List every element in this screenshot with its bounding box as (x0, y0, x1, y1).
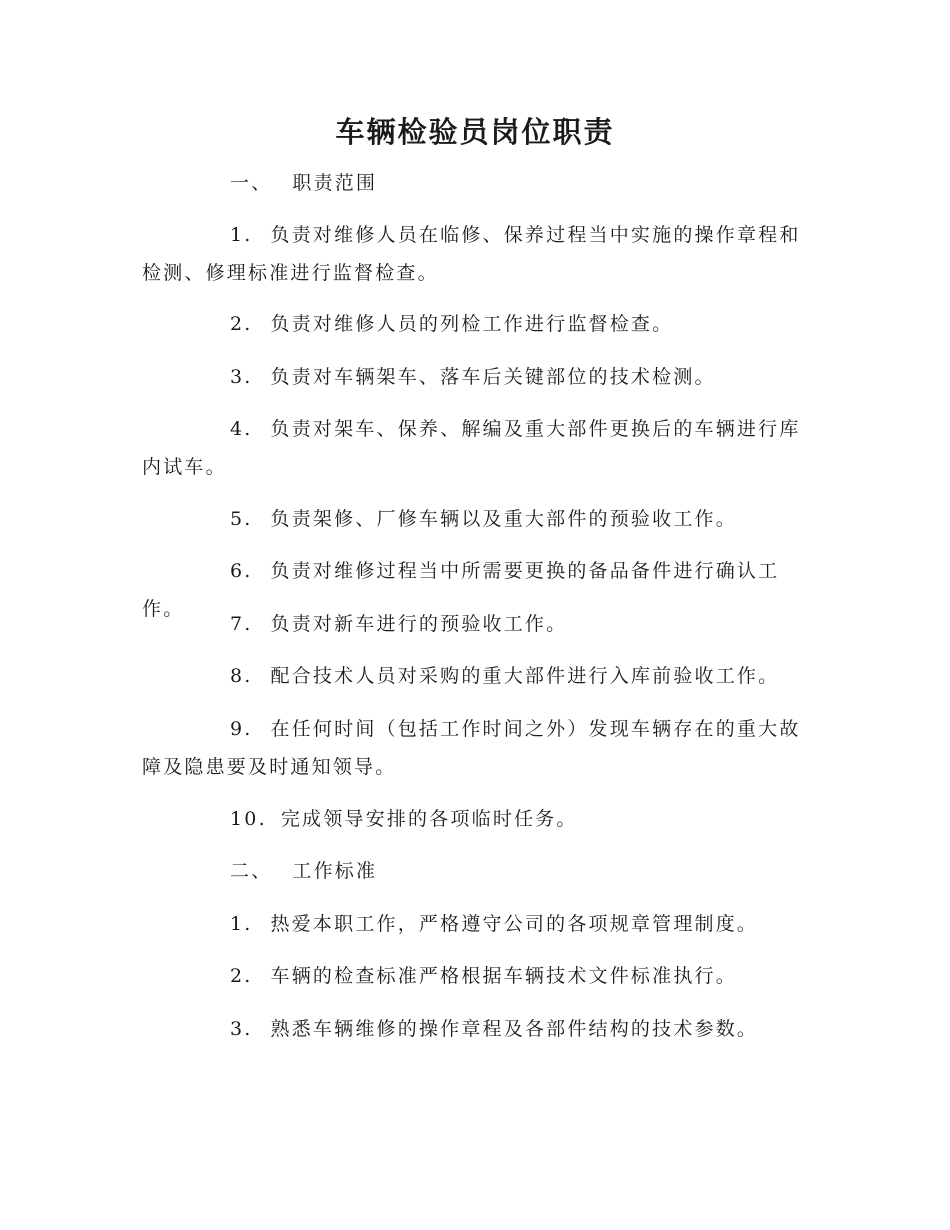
item-text: 完成领导安排的各项临时任务。 (280, 808, 578, 830)
list-item (142, 216, 802, 292)
item-number: 8. (230, 665, 253, 687)
item-text: 负责对架车、保养、解编及重大部件更换后的车辆进行库内试车。 (142, 418, 801, 478)
list-item (142, 410, 802, 486)
list-item (142, 957, 802, 995)
item-text: 车辆的检查标准严格根据车辆技术文件标准执行。 (270, 965, 737, 987)
item-number: 6. (230, 560, 253, 582)
item-text: 负责对维修人员在临修、保养过程当中实施的操作章程和检测、修理标准进行监督检查。 (142, 224, 801, 284)
item-number: 1. (230, 913, 253, 935)
item-number: 7. (230, 613, 253, 635)
item-text: 负责对维修过程当中所需要更换的备品备件进行确认工作。 (142, 560, 780, 620)
list-item (142, 800, 802, 838)
list-item (142, 358, 802, 396)
item-text: 负责对车辆架车、落车后关键部位的技术检测。 (270, 366, 716, 388)
item-number: 2. (230, 965, 253, 987)
list-item (142, 710, 802, 786)
item-number: 3. (230, 1018, 253, 1040)
item-number: 2. (230, 313, 253, 335)
item-number: 9. (230, 718, 253, 740)
item-number: 3. (230, 366, 253, 388)
item-number: 5. (230, 508, 253, 530)
section-heading-2 (142, 852, 802, 890)
item-text: 负责对新车进行的预验收工作。 (270, 613, 568, 635)
item-text: 在任何时间（包括工作时间之外）发现车辆存在的重大故障及隐患要及时通知领导。 (142, 718, 801, 778)
section-heading-text: 工作标准 (292, 860, 378, 882)
item-text: 负责架修、厂修车辆以及重大部件的预验收工作。 (270, 508, 737, 530)
section-number: 一、 (230, 172, 273, 194)
item-text: 热爱本职工作，严格遵守公司的各项规章管理制度。 (270, 913, 759, 935)
section-number: 二、 (230, 860, 273, 882)
section-heading-1 (142, 164, 802, 202)
document-title: 车辆检验员岗位职责 (335, 115, 615, 149)
list-item (142, 657, 802, 695)
item-number: 1. (230, 224, 253, 246)
list-item (142, 1010, 802, 1048)
list-item (142, 500, 802, 538)
section-heading-text: 职责范围 (292, 172, 378, 194)
item-text: 配合技术人员对采购的重大部件进行入库前验收工作。 (270, 665, 780, 687)
list-item (142, 905, 802, 943)
item-number: 4. (230, 418, 253, 440)
item-number: 10. (230, 808, 267, 830)
item-text: 熟悉车辆维修的操作章程及各部件结构的技术参数。 (270, 1018, 759, 1040)
list-item (142, 605, 802, 643)
list-item (142, 305, 802, 343)
item-text: 负责对维修人员的列检工作进行监督检查。 (270, 313, 674, 335)
